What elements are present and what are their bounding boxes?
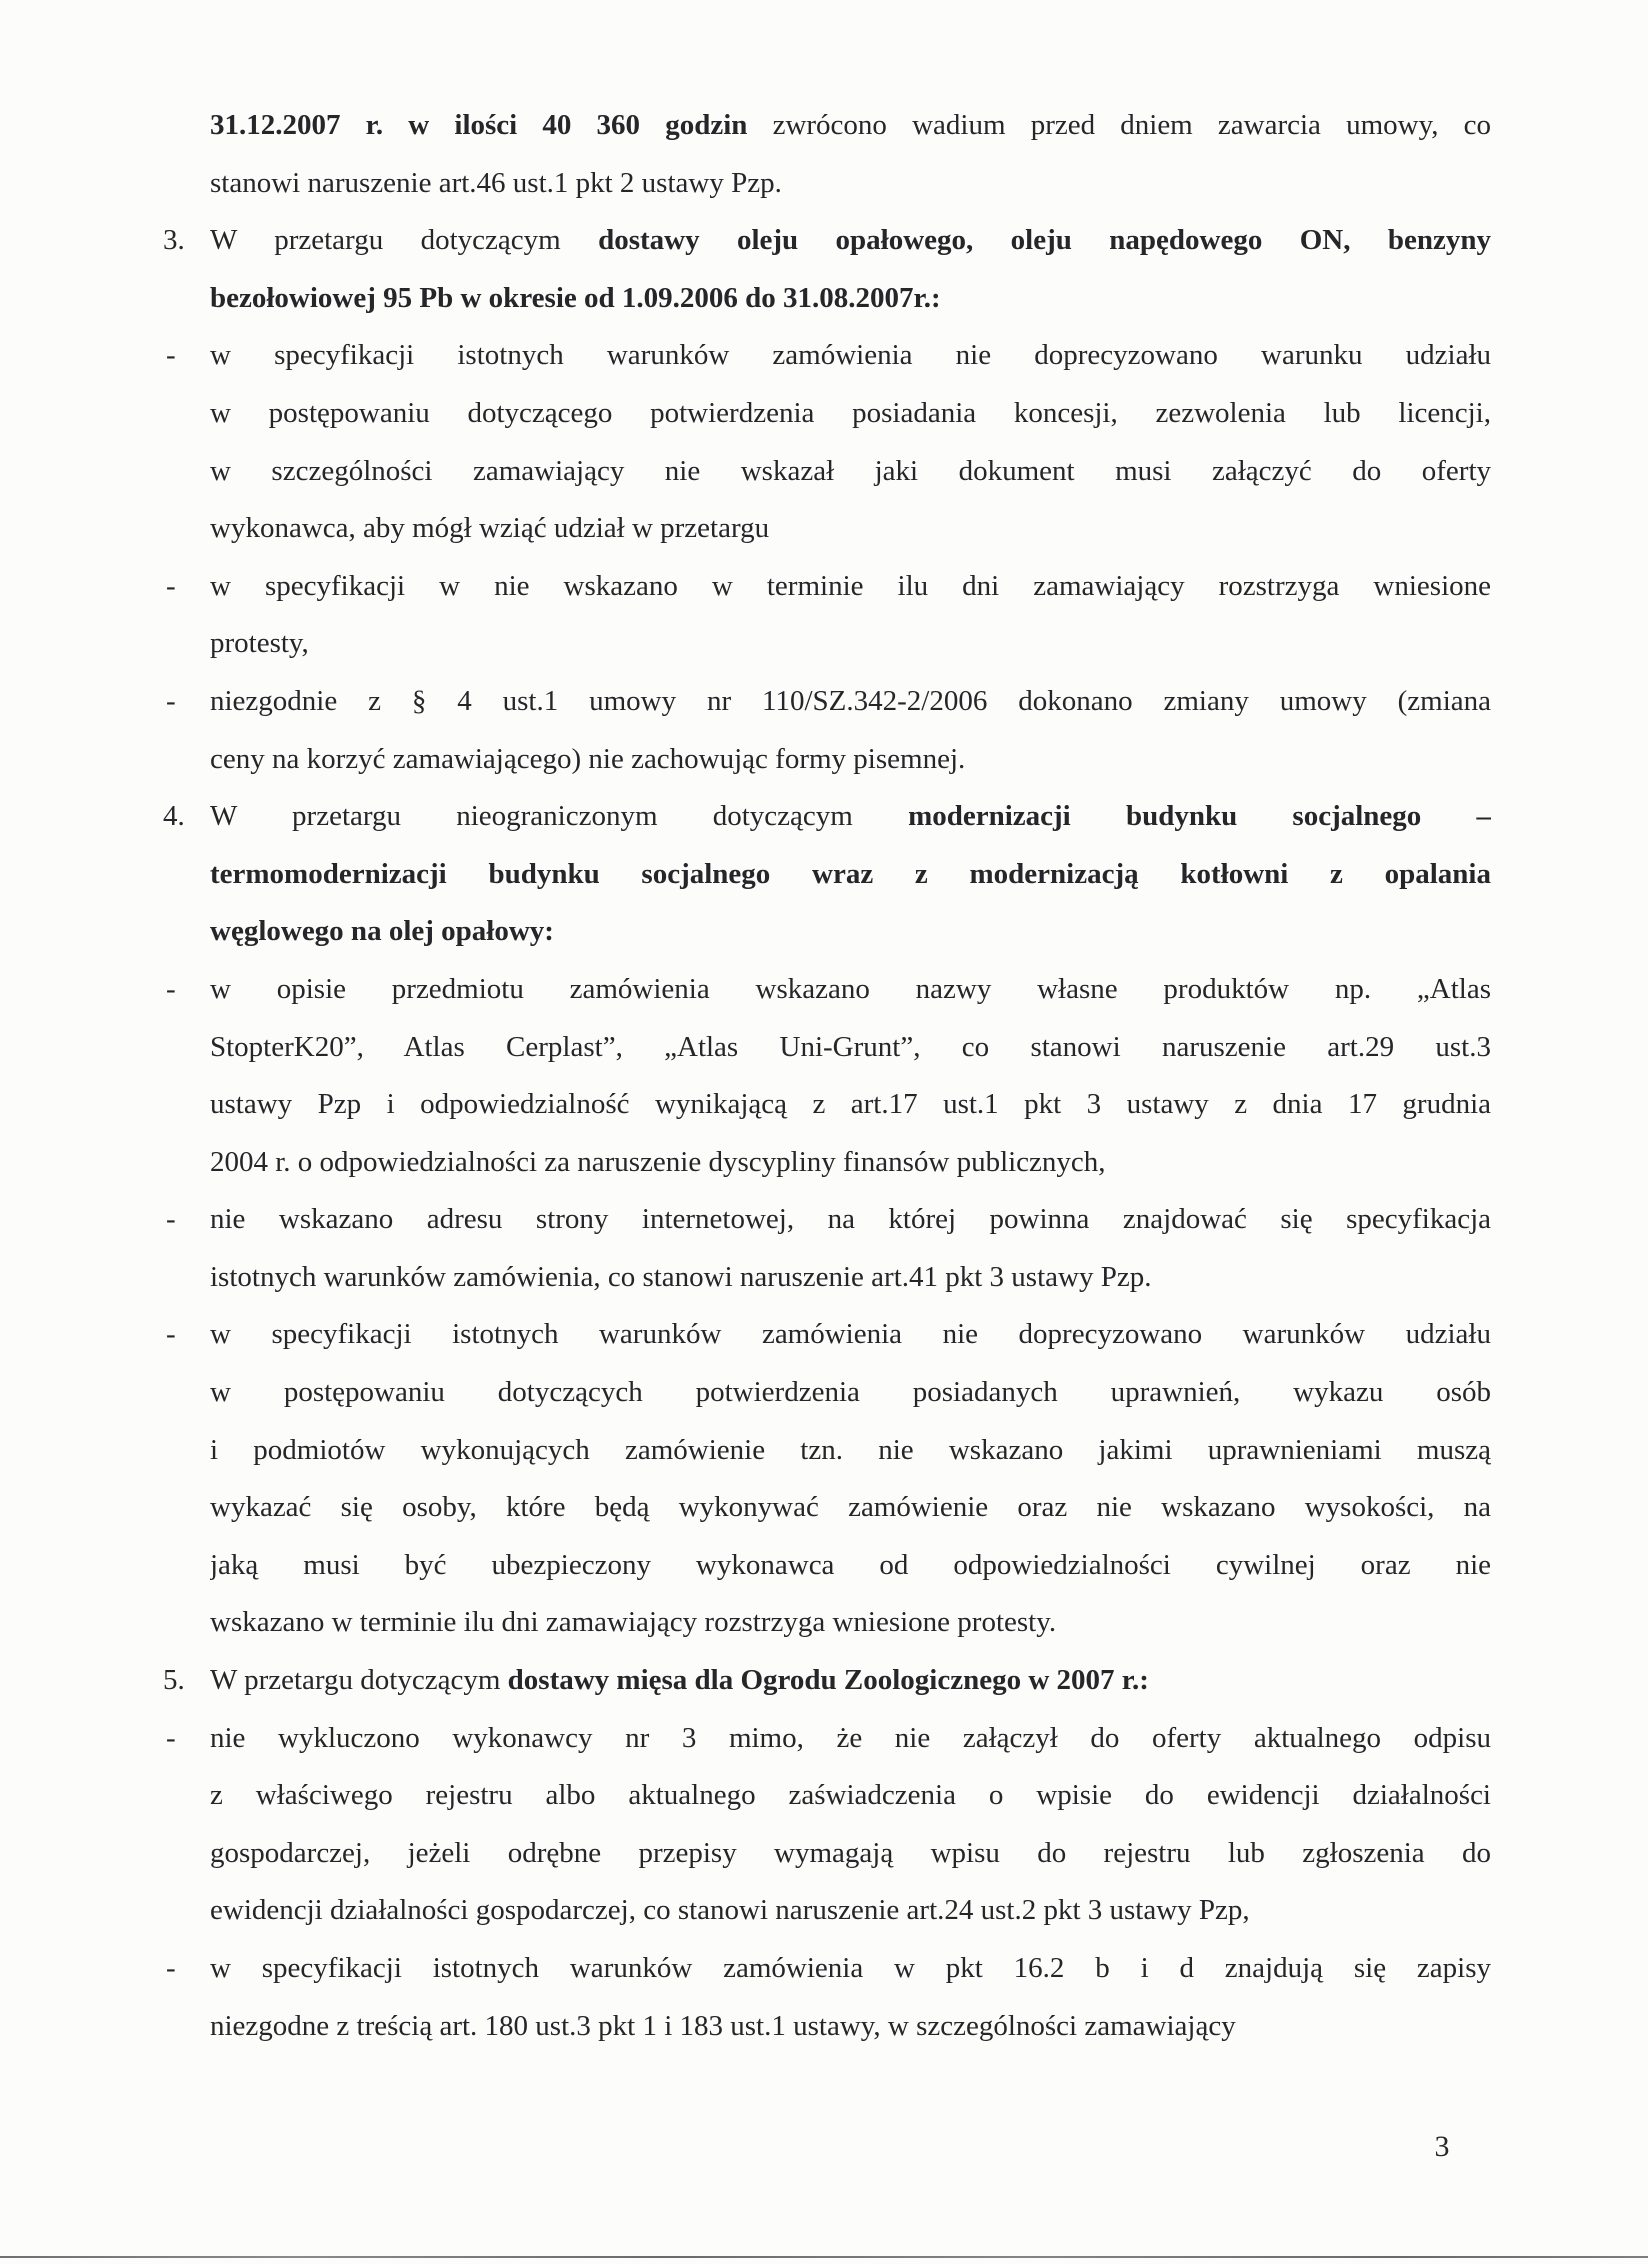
text-line: ustawy Pzp i odpowiedzialność wynikającą z art.17 ust.1 pkt 3 ustawy z dnia 17 grudnia (210, 1088, 1491, 1121)
text-line: nie wykluczono wykonawcy nr 3 mimo, że nie załączył do oferty aktualnego odpisu (210, 1721, 1491, 1754)
text-line: W przetargu dotyczącym dostawy oleju opałowego, oleju napędowego ON, benzyny (210, 224, 1491, 257)
text-line: ewidencji działalności gospodarczej, co stanowi naruszenie art.24 ust.2 pkt 3 ustawy Pzp, (210, 1894, 1250, 1927)
text-line: w specyfikacji istotnych warunków zamówienia nie doprecyzowano warunków udziału (210, 1318, 1491, 1351)
dash-bullet: - (166, 1318, 176, 1351)
paragraph (210, 97, 1491, 212)
text-line: węglowego na olej opałowy: (210, 915, 554, 948)
dash-bullet: - (166, 569, 176, 602)
text-line: protesty, (210, 627, 309, 660)
dash-bullet: - (166, 1203, 176, 1236)
text-line: bezołowiowej 95 Pb w okresie od 1.09.2006 do 31.08.2007r.: (210, 281, 941, 314)
text-line: w szczególności zamawiający nie wskazał jaki dokument musi załączyć do oferty (210, 454, 1491, 487)
dash-bullet: - (166, 339, 176, 372)
list-item (163, 212, 1491, 327)
text-line: wskazano w terminie ilu dni zamawiający rozstrzyga wniesione protesty. (210, 1606, 1057, 1639)
list-item (166, 327, 1491, 557)
text-line: 2004 r. o odpowiedzialności za naruszenie dyscypliny finansów publicznych, (210, 1145, 1106, 1178)
list-item (166, 1191, 1491, 1306)
text-line: w postępowaniu dotyczących potwierdzenia posiadanych uprawnień, wykazu osób (210, 1376, 1491, 1409)
list-item (166, 1940, 1491, 2055)
text-line: niezgodne z treścią art. 180 ust.3 pkt 1 i 183 ust.1 ustawy, w szczególności zamawiający (210, 2009, 1236, 2042)
list-number: 4. (163, 800, 185, 833)
list-item (163, 788, 1491, 961)
text-line: w specyfikacji w nie wskazano w terminie ilu dni zamawiający rozstrzyga wniesione (210, 569, 1491, 602)
text-line: wykonawca, aby mógł wziąć udział w przetargu (210, 512, 770, 545)
page-number: 3 (1434, 2130, 1450, 2163)
document-body (163, 97, 1491, 2055)
dash-bullet: - (166, 972, 176, 1005)
text-line: istotnych warunków zamówienia, co stanowi naruszenie art.41 pkt 3 ustawy Pzp. (210, 1260, 1152, 1293)
text-line: termomodernizacji budynku socjalnego wraz z modernizacją kotłowni z opalania (210, 857, 1491, 890)
text-line: StopterK20”, Atlas Cerplast”, „Atlas Uni-Grunt”, co stanowi naruszenie art.29 ust.3 (210, 1030, 1491, 1063)
text-line: i podmiotów wykonujących zamówienie tzn. nie wskazano jakimi uprawnieniami muszą (210, 1433, 1491, 1466)
text-line: z właściwego rejestru albo aktualnego zaświadczenia o wpisie do ewidencji działalności (210, 1779, 1491, 1812)
dash-bullet: - (166, 1721, 176, 1754)
text-line: w specyfikacji istotnych warunków zamówienia nie doprecyzowano warunku udziału (210, 339, 1491, 372)
text-line: W przetargu dotyczącym dostawy mięsa dla Ogrodu Zoologicznego w 2007 r.: (210, 1664, 1149, 1697)
text-line: niezgodnie z § 4 ust.1 umowy nr 110/SZ.342-2/2006 dokonano zmiany umowy (zmiana (210, 684, 1491, 717)
text-line: wykazać się osoby, które będą wykonywać zamówienie oraz nie wskazano wysokości, na (210, 1491, 1491, 1524)
text-line: 31.12.2007 r. w ilości 40 360 godzin zwrócono wadium przed dniem zawarcia umowy, co (210, 109, 1491, 141)
list-number: 5. (163, 1664, 185, 1697)
text-line: gospodarczej, jeżeli odrębne przepisy wymagają wpisu do rejestru lub zgłoszenia do (210, 1836, 1491, 1869)
scan-edge-artifact (0, 2256, 1648, 2258)
list-item (166, 1710, 1491, 1940)
text-line: w opisie przedmiotu zamówienia wskazano nazwy własne produktów np. „Atlas (210, 972, 1491, 1005)
text-line: W przetargu nieograniczonym dotyczącym modernizacji budynku socjalnego – (210, 800, 1491, 833)
list-item (163, 1652, 1491, 1710)
text-line: w postępowaniu dotyczącego potwierdzenia posiadania koncesji, zezwolenia lub licencji, (210, 396, 1491, 429)
text-line: stanowi naruszenie art.46 ust.1 pkt 2 ustawy Pzp. (210, 166, 782, 199)
list-item (166, 673, 1491, 788)
list-item (166, 558, 1491, 673)
list-number: 3. (163, 224, 185, 257)
list-item (166, 961, 1491, 1191)
text-line: jaką musi być ubezpieczony wykonawca od odpowiedzialności cywilnej oraz nie (210, 1548, 1491, 1581)
list-item (166, 1306, 1491, 1652)
dash-bullet: - (166, 684, 176, 717)
text-line: ceny na korzyć zamawiającego) nie zachowując formy pisemnej. (210, 742, 966, 775)
text-line: w specyfikacji istotnych warunków zamówienia w pkt 16.2 b i d znajdują się zapisy (210, 1952, 1491, 1984)
text-line: nie wskazano adresu strony internetowej, na której powinna znajdować się specyfikacja (210, 1203, 1491, 1236)
dash-bullet: - (166, 1952, 176, 1984)
